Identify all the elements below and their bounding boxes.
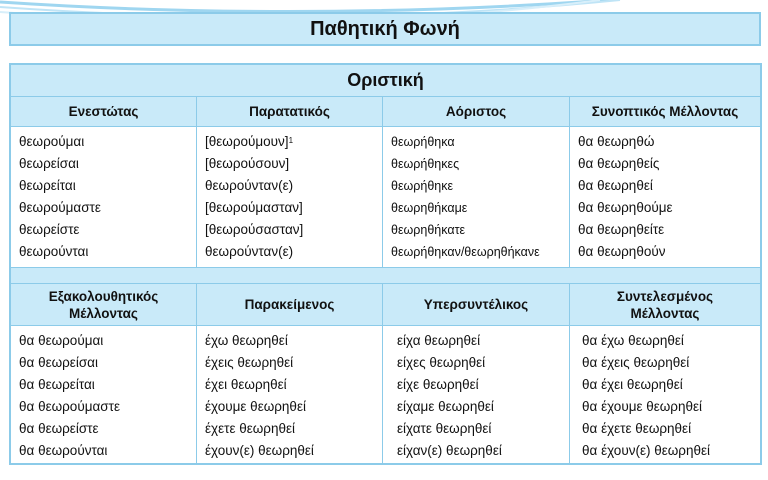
- section2-body-row: [11, 326, 760, 463]
- mood-title: Οριστική: [11, 65, 760, 97]
- form-cell: θα έχετε θεωρηθεί: [582, 421, 692, 436]
- section2-column: [197, 326, 383, 463]
- form-cell: θεωρείσαι: [19, 156, 79, 171]
- section1-column: [197, 127, 383, 267]
- footnote-mark: 1: [288, 136, 294, 145]
- form-cell: έχω θεωρηθεί: [205, 333, 288, 348]
- form-cell: θα θεωρηθεί: [578, 178, 653, 193]
- form-cell: έχετε θεωρηθεί: [205, 421, 296, 436]
- section2-header-cell: Παρακείμενος: [197, 284, 383, 325]
- form-cell: έχει θεωρηθεί: [205, 377, 287, 392]
- section2-column: [11, 326, 197, 463]
- section2-column: [570, 326, 760, 463]
- form-cell: [θεωρούσασταν]: [205, 222, 304, 237]
- section1-column: [570, 127, 760, 267]
- form-cell: [θεωρούμασταν]: [205, 200, 303, 215]
- section1-column: [11, 127, 197, 267]
- form-cell: θα θεωρηθούμε: [578, 200, 673, 215]
- form-cell: θεωρούνται: [19, 244, 89, 259]
- form-cell: θεωρείστε: [19, 222, 80, 237]
- section2-header-row: [11, 284, 760, 326]
- form-cell: είχαν(ε) θεωρηθεί: [397, 443, 502, 458]
- form-cell: θα θεωρείστε: [19, 421, 99, 436]
- section-separator: [11, 267, 760, 284]
- form-cell: είχα θεωρηθεί: [397, 333, 481, 348]
- section1-header-cell: Ενεστώτας: [11, 97, 197, 126]
- form-cell: έχουμε θεωρηθεί: [205, 399, 306, 414]
- form-cell: είχαμε θεωρηθεί: [397, 399, 494, 414]
- form-cell: θεωρείται: [19, 178, 76, 193]
- form-cell: θεωρήθηκες: [391, 157, 460, 171]
- section1-header-cell: Συνοπτικός Μέλλοντας: [591, 104, 739, 119]
- section2-header-cell: Υπερσυντέλικος: [383, 284, 570, 325]
- form-cell: θα θεωρηθείτε: [578, 222, 665, 237]
- form-cell: θα θεωρούμαι: [19, 333, 104, 348]
- form-cell: θα έχεις θεωρηθεί: [582, 355, 690, 370]
- form-cell: $[\theta\varepsilon\omega\rho oύ\mu o\upsilon\nu]^1$: [205, 134, 294, 149]
- form-cell: θεωρούμαι: [19, 134, 85, 149]
- form-cell: θεωρούμαστε: [19, 200, 101, 215]
- form-cell: θα θεωρούμαστε: [19, 399, 120, 414]
- section1-header-cell: Αόριστος: [383, 97, 570, 126]
- form-cell: θεωρήθηκαν/θεωρηθήκανε: [391, 245, 540, 259]
- form-cell: [θεωρούσουν]: [205, 156, 290, 171]
- form-cell: έχεις θεωρηθεί: [205, 355, 294, 370]
- form-cell: θεωρούνταν(ε): [205, 244, 294, 259]
- form-cell: θα θεωρηθούν: [578, 244, 666, 259]
- form-cell: θα θεωρείσαι: [19, 355, 98, 370]
- form-cell: θα θεωρείται: [19, 377, 95, 392]
- section1-body-row: [11, 127, 760, 267]
- form-cell: είχατε θεωρηθεί: [397, 421, 492, 436]
- form-cell: θεωρηθήκαμε: [391, 201, 468, 215]
- form-cell: θεωρήθηκα: [391, 135, 455, 149]
- section1-header-row: [11, 97, 760, 127]
- form-cell: θεωρούνταν(ε): [205, 178, 294, 193]
- form-cell: θα έχω θεωρηθεί: [582, 333, 684, 348]
- form-cell: θεωρήθηκε: [391, 179, 454, 193]
- form-cell: έχουν(ε) θεωρηθεί: [205, 443, 314, 458]
- form-cell: είχε θεωρηθεί: [397, 377, 479, 392]
- section1-column: [383, 127, 570, 267]
- form-cell: θα θεωρηθώ: [578, 134, 655, 149]
- section2-header-cell: Εξακολουθητικός Μέλλοντας: [11, 284, 197, 325]
- conjugation-table: [9, 63, 762, 465]
- page-title: Παθητική Φωνή: [9, 12, 761, 46]
- section2-column: [383, 326, 570, 463]
- form-cell: θεωρηθήκατε: [391, 223, 466, 237]
- form-cell: είχες θεωρηθεί: [397, 355, 486, 370]
- form-cell: θα έχει θεωρηθεί: [582, 377, 683, 392]
- section1-header-cell: Παρατατικός: [197, 97, 383, 126]
- form-cell: θα έχουν(ε) θεωρηθεί: [582, 443, 710, 458]
- form-cell: θα θεωρούνται: [19, 443, 108, 458]
- section2-header-cell: Συντελεσμένος Μέλλοντας: [616, 288, 714, 321]
- form-cell: θα θεωρηθείς: [578, 156, 660, 171]
- form-cell: θα έχουμε θεωρηθεί: [582, 399, 703, 414]
